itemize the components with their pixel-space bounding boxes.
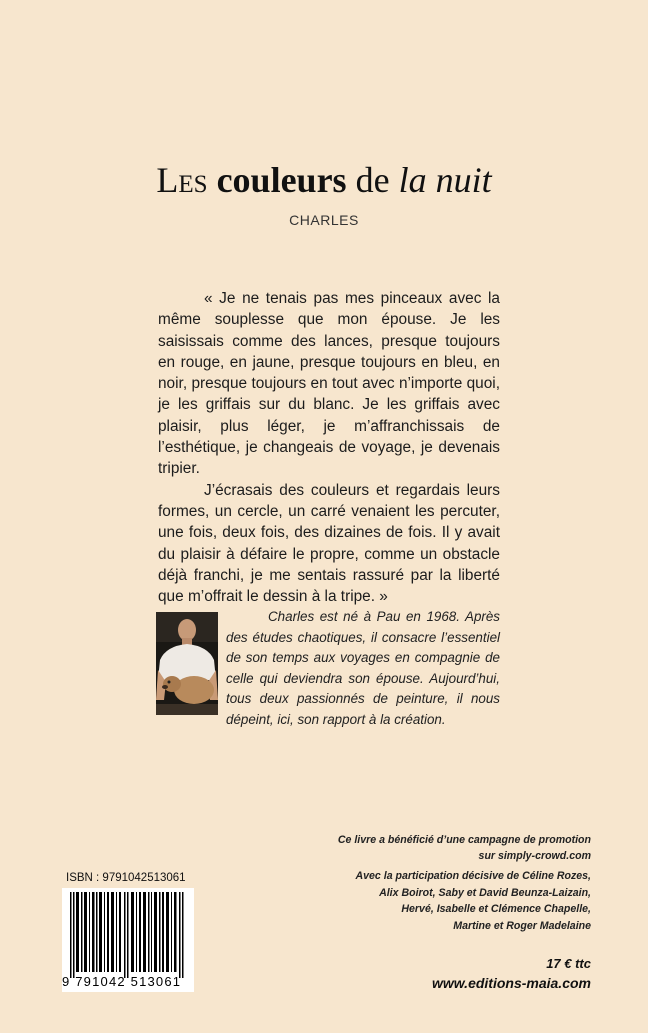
- author-photo: [156, 612, 218, 715]
- participation-line: Hervé, Isabelle et Clémence Chapelle,: [401, 903, 591, 915]
- excerpt-paragraph-2: J’écrasais des couleurs et regardais leurs formes, un cercle, un carré venaient les percuter, une fois, deux fois, des dizaines de fois. Il y avait du plaisir à défaire le propre, comme un obstacle déjà franchi, je me sentais rassuré par la liberté que m’offrait le dessin à la tripe. »: [158, 481, 500, 606]
- participation-line: Martine et Roger Madelaine: [453, 919, 591, 932]
- promo-note: [291, 832, 591, 864]
- excerpt-paragraph-1: « Je ne tenais pas mes pinceaux avec la même souplesse que mon épouse. Je les saisissais comme des lances, presque toujours en rouge, en jaune, presque toujours en bleu, en noir, presque toujours en tout avec n’importe quoi, je les griffais sur du blanc. Je les griffais avec plaisir, plus léger, je m’affranchissais de l’esthétique, je changeais de voyage, je devenais tripier.: [158, 290, 500, 478]
- bio-text: Charles est né à Pau en 1968. Après des études chaotiques, il consacre l’essentiel de son temps aux voyages en compagnie de celle qui deviendra son épouse. Aujourd’hui, tous deux passionnés de peinture, il nous dépeint, ici, son rapport à la création.: [226, 609, 500, 727]
- book-title: [0, 158, 648, 202]
- price: 17 € ttc: [546, 956, 591, 971]
- title-word-nuit: la nuit: [398, 160, 492, 200]
- isbn-label: ISBN : 9791042513061: [66, 872, 186, 884]
- participation-credits: [291, 868, 591, 934]
- author-name: CHARLES: [289, 212, 359, 228]
- book-excerpt: [158, 288, 500, 607]
- barcode-digits: 9 791042 513061: [62, 974, 182, 989]
- title-word-couleurs: couleurs: [216, 160, 347, 200]
- title-word-les: Les: [156, 160, 208, 200]
- participation-line: Alix Boirot, Saby et David Beunza-Laizain,: [379, 886, 591, 899]
- author-bio: [226, 607, 500, 730]
- title-word-de: de: [355, 160, 390, 200]
- publisher-website[interactable]: www.editions-maia.com: [432, 975, 591, 991]
- promo-line-1: Ce livre a bénéficié d’une campagne de promotion: [337, 834, 591, 846]
- participation-line: Avec la participation décisive de Céline Rozes,: [355, 870, 591, 882]
- promo-line-2: sur simply-crowd.com: [478, 850, 591, 862]
